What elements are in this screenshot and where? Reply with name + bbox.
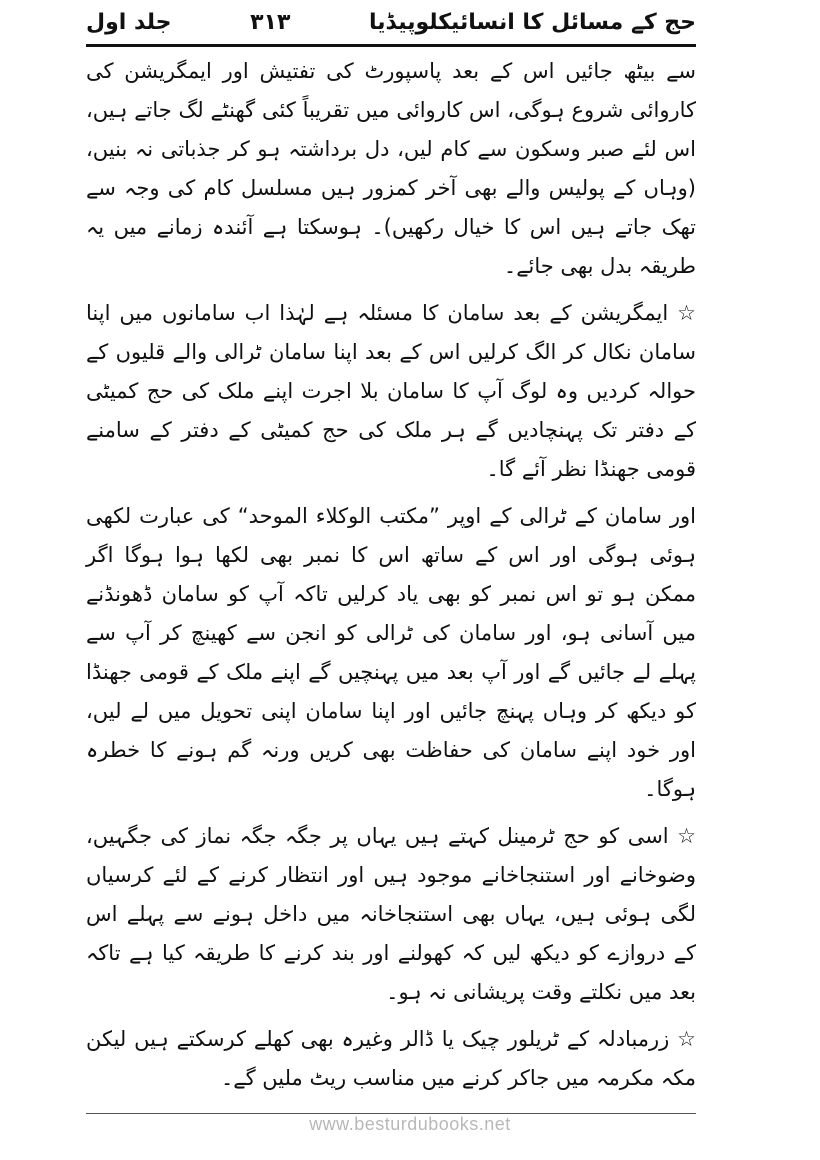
paragraph-4: ☆ اسی کو حج ٹرمینل کہتے ہیں یہاں پر جگہ جگہ نماز کی جگہیں، وضوخانے اور استنجاخانے موجود ہیں اور انتظار کرنے کے لئے کرسیاں لگی ہوئی ہیں، یہاں بھی استنجاخانہ میں داخل ہونے سے پہلے اس کے دروازے کو دیکھ لیں کہ کھولنے اور بند کرنے کا طریقہ کیا ہے تاکہ بعد میں نکلتے وقت پریشانی نہ ہو۔ bbox=[86, 824, 696, 1004]
volume-label: جلد اول bbox=[86, 10, 172, 35]
paragraph-1: سے بیٹھ جائیں اس کے بعد پاسپورٹ کی تفتیش اور ایمگریشن کی کاروائی شروع ہوگی، اس کاروائی میں تقریباً کئی گھنٹے لگ جاتے ہیں، اس لئے صبر وسکون سے کام لیں، دل برداشتہ ہو کر جذباتی نہ بنیں، (وہاں کے پولیس والے بھی آخر کمزور ہیں مسلسل کام کی وجہ سے تھک جاتے ہیں اس کا خیال رکھیں)۔ ہوسکتا ہے آئندہ زمانے میں یہ طریقہ بدل بھی جائے۔ bbox=[86, 59, 696, 278]
page-number: ۳۱۳ bbox=[250, 10, 291, 35]
header-rule bbox=[86, 44, 696, 47]
paragraph-3: اور سامان کے ٹرالی کے اوپر ”مکتب الوکلاء الموحد“ کی عبارت لکھی ہوئی ہوگی اور اس کے ساتھ اس کا نمبر بھی لکھا ہوا ہوگا اگر ممکن ہو تو اس نمبر کو بھی یاد کرلیں تاکہ آپ کو سامان ڈھونڈنے میں آسانی ہو، اور سامان کی ٹرالی کو انجن سے کھینچ کر آپ سے پہلے لے جائیں گے اور آپ بعد میں پہنچیں گے اپنے ملک کے قومی جھنڈا کو دیکھ کر وہاں پہنچ جائیں اور اپنا سامان اپنی تحویل میں لے لیں، اور خود اپنے سامان کی حفاظت بھی کریں ورنہ گم ہونے کا خطرہ ہوگا۔ bbox=[86, 504, 697, 801]
paragraph-2: ☆ ایمگریشن کے بعد سامان کا مسئلہ ہے لہٰذا اب سامانوں میں اپنا سامان نکال کر الگ کرلیں اس کے بعد اپنا سامان ٹرالی والے قلیوں کے حوالہ کردیں وہ لوگ آپ کا سامان بلا اجرت اپنے ملک کی حج کمیٹی کے دفتر تک پہنچادیں گے ہر ملک کی حج کمیٹی کے دفتر کے سامنے قومی جھنڈا نظر آئے گا۔ bbox=[86, 301, 696, 481]
page-body bbox=[86, 52, 696, 1098]
paragraph-5: ☆ زرمبادلہ کے ٹریلور چیک یا ڈالر وغیرہ بھی کھلے کرسکتے ہیں لیکن مکہ مکرمہ میں جاکر کرنے میں مناسب ریٹ ملیں گے۔ bbox=[86, 1027, 696, 1090]
watermark-url: www.besturdubooks.net bbox=[309, 1114, 511, 1134]
page-header bbox=[86, 6, 696, 40]
book-title: حج کے مسائل کا انسائیکلوپیڈیا bbox=[369, 10, 696, 35]
